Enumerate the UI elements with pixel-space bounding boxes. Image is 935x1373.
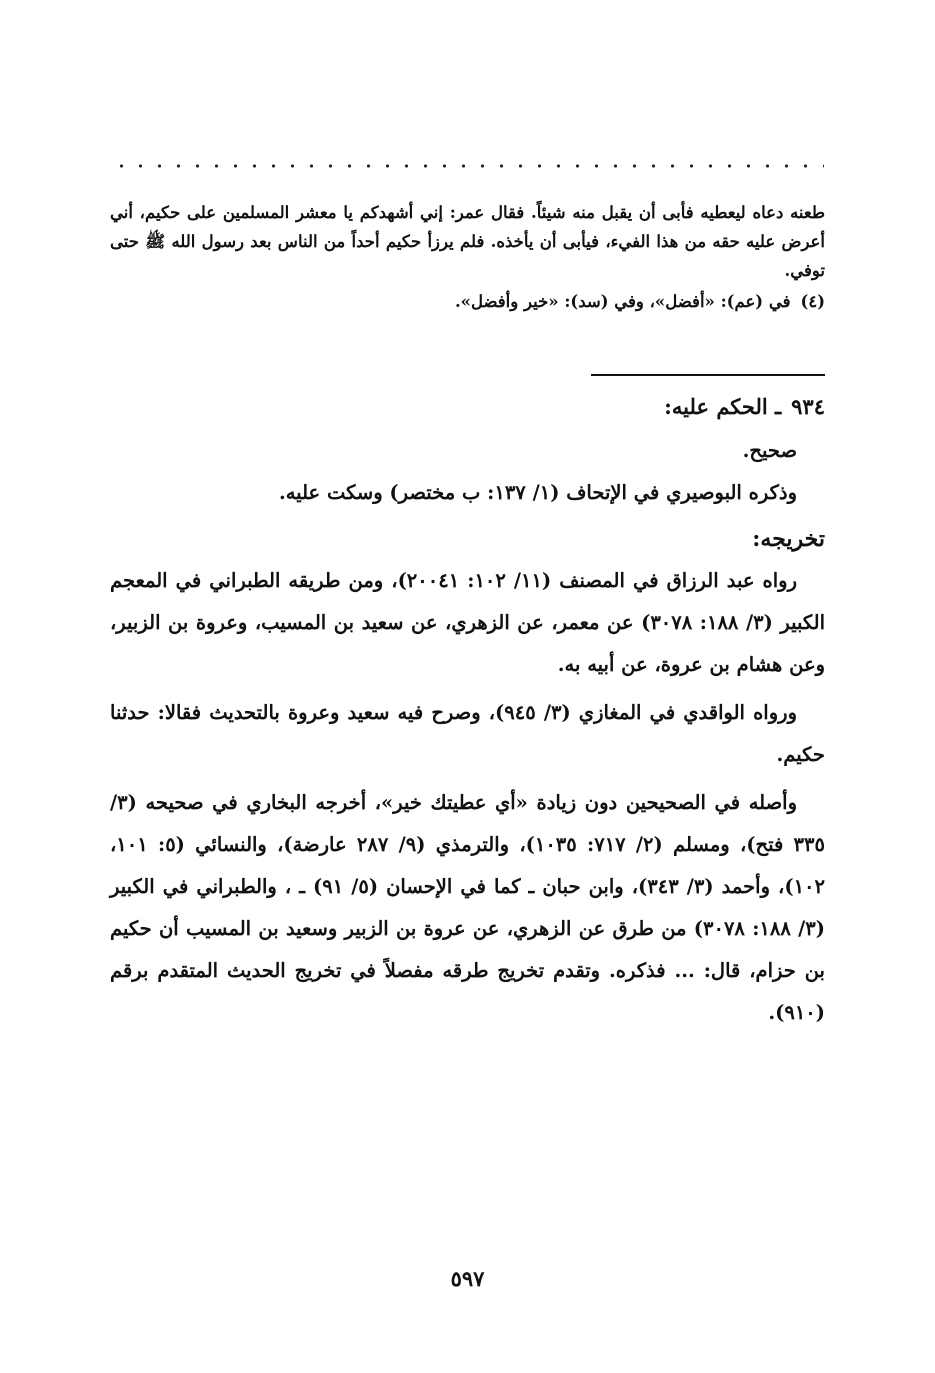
verdict: صحيح. (742, 439, 797, 462)
section-title: الحكم عليه: (664, 394, 768, 419)
footnote-4-text: في (عم): «أفضل»، وفي (سد): «خير وأفضل». (454, 292, 791, 311)
footnotes-block (110, 198, 825, 316)
verdict-note: وذكره البوصيري في الإتحاف (١/ ١٣٧: ب مختصر) وسكت عليه. (278, 481, 797, 504)
section-heading (110, 386, 825, 428)
section-rule (591, 374, 825, 376)
footnote-4-number: (٤) (800, 292, 825, 311)
section-number: ٩٣٤ (791, 394, 825, 419)
takhrij-paragraph-3: وأصله في الصحيحين دون زيادة «أي عطيتك خير»، أخرجه البخاري في صحيحه (٣/ ٣٣٥ فتح)، ومسلم (٢/ ٧١٧: ١٠٣٥)، والترمذي (٩/ ٢٨٧ عارضة)، والنسائي (٥: ١٠١، ١٠٢)، وأحمد (٣/ ٣٤٣)، وابن حبان ـ كما في الإحسان (٥/ ٩١) ـ ، والطبراني في الكبير (٣/ ١٨٨: ٣٠٧٨) من طرق عن الزهري، عن عروة بن الزبير وسعيد بن المسيب أن حكيم بن حزام، قال: ... فذكره. وتقدم تخريج طرقه مفصلاً في تخريج الحديث المتقدم برقم (٩١٠). (110, 791, 825, 1024)
main-text (110, 386, 825, 1034)
footnote-4 (110, 287, 825, 316)
footnote-continuation: طعنه دعاه ليعطيه فأبى أن يقبل منه شيئاً. فقال عمر: إني أشهدكم يا معشر المسلمين على حكيم، أني أعرض عليه حقه من هذا الفيء، فيأبى أن يأخذه. فلم يرزأ حكيم أحداً من الناس بعد رسول الله ﷺ حتى توفي. (110, 203, 825, 280)
page-number: ٥٩٧ (450, 1266, 485, 1291)
takhrij-paragraph-2: ورواه الواقدي في المغازي (٣/ ٩٤٥)، وصرح فيه سعيد وعروة بالتحديث فقالا: حدثنا حكيم. (110, 701, 825, 766)
section-dash: ـ (775, 394, 782, 419)
takhrij-paragraph-1: رواه عبد الرزاق في المصنف (١١/ ١٠٢: ٢٠٠٤١)، ومن طريقه الطبراني في المعجم الكبير (٣/ ١٨٨: ٣٠٧٨) عن معمر، عن الزهري، عن سعيد بن المسيب، وعروة بن الزبير، وعن هشام بن عروة، عن أبيه به. (110, 569, 825, 676)
dotted-separator (112, 164, 824, 168)
takhrij-heading: تخريجه: (752, 526, 825, 552)
